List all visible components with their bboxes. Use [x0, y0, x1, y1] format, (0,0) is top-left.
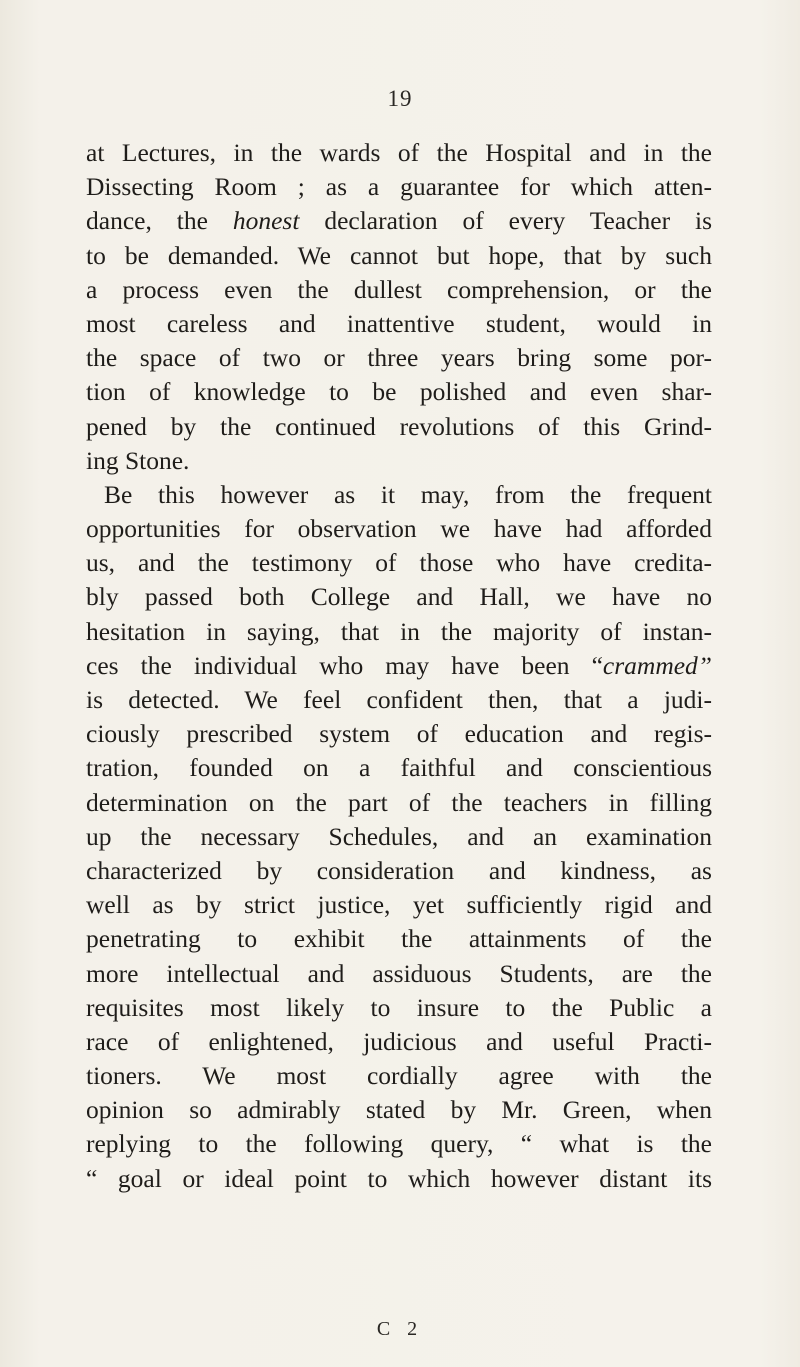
body-text [86, 136, 712, 1196]
text-line: Be this however as it may, from the frequent [104, 479, 712, 509]
emphasis-honest: honest [232, 206, 300, 236]
text-line: the space of two or three years bring some por- [86, 343, 712, 373]
text-line: Dissecting Room ; as a guarantee for which atten- [86, 172, 712, 202]
text-line: ces the individual who may have been “crammed” [86, 650, 712, 680]
text-line: well as by strict justice, yet sufficiently rigid and [86, 890, 712, 920]
text-line: pened by the continued revolutions of this Grind- [86, 411, 712, 441]
text-line: penetrating to exhibit the attainments of the [86, 924, 712, 954]
text-line: race of enlightened, judicious and useful Practi- [86, 1026, 712, 1056]
text-line: replying to the following query, “ what is the [86, 1129, 712, 1159]
text-line: ciously prescribed system of education and regis- [86, 719, 712, 749]
signature-mark: C 2 [376, 1318, 424, 1340]
text-line: bly passed both College and Hall, we have no [86, 582, 712, 612]
text-line: most careless and inattentive student, would in [86, 308, 712, 338]
emphasis-crammed: crammed” [602, 650, 712, 680]
text-line: tioners. We most cordially agree with the [86, 1061, 712, 1091]
text-line: opportunities for observation we have had afforded [86, 514, 712, 544]
text-line: to be demanded. We cannot but hope, that by such [86, 240, 712, 270]
text-line: tion of knowledge to be polished and even shar- [86, 377, 712, 407]
text-line: dance, the honest declaration of every Teacher is [86, 206, 713, 236]
text-line: a process even the dullest comprehension, or the [86, 274, 712, 304]
text-line: ing Stone. [86, 445, 190, 475]
text-line: opinion so admirably stated by Mr. Green, when [86, 1095, 712, 1125]
text-line: more intellectual and assiduous Students, are the [86, 958, 712, 988]
text-line: us, and the testimony of those who have credita- [86, 548, 712, 578]
text-line: hesitation in saying, that in the majority of instan- [86, 616, 712, 646]
page-number: 19 [387, 86, 413, 111]
text-line: requisites most likely to insure to the Public a [86, 992, 712, 1022]
text-line: characterized by consideration and kindness, as [86, 855, 712, 885]
text-line: “ goal or ideal point to which however distant its [86, 1163, 712, 1193]
text-line: is detected. We feel confident then, that a judi- [86, 685, 712, 714]
text-line: up the necessary Schedules, and an examination [86, 821, 712, 851]
text-line: at Lectures, in the wards of the Hospital and in the [86, 138, 712, 167]
text-line: tration, founded on a faithful and conscientious [86, 753, 712, 783]
text-line: determination on the part of the teachers in filling [86, 787, 712, 817]
